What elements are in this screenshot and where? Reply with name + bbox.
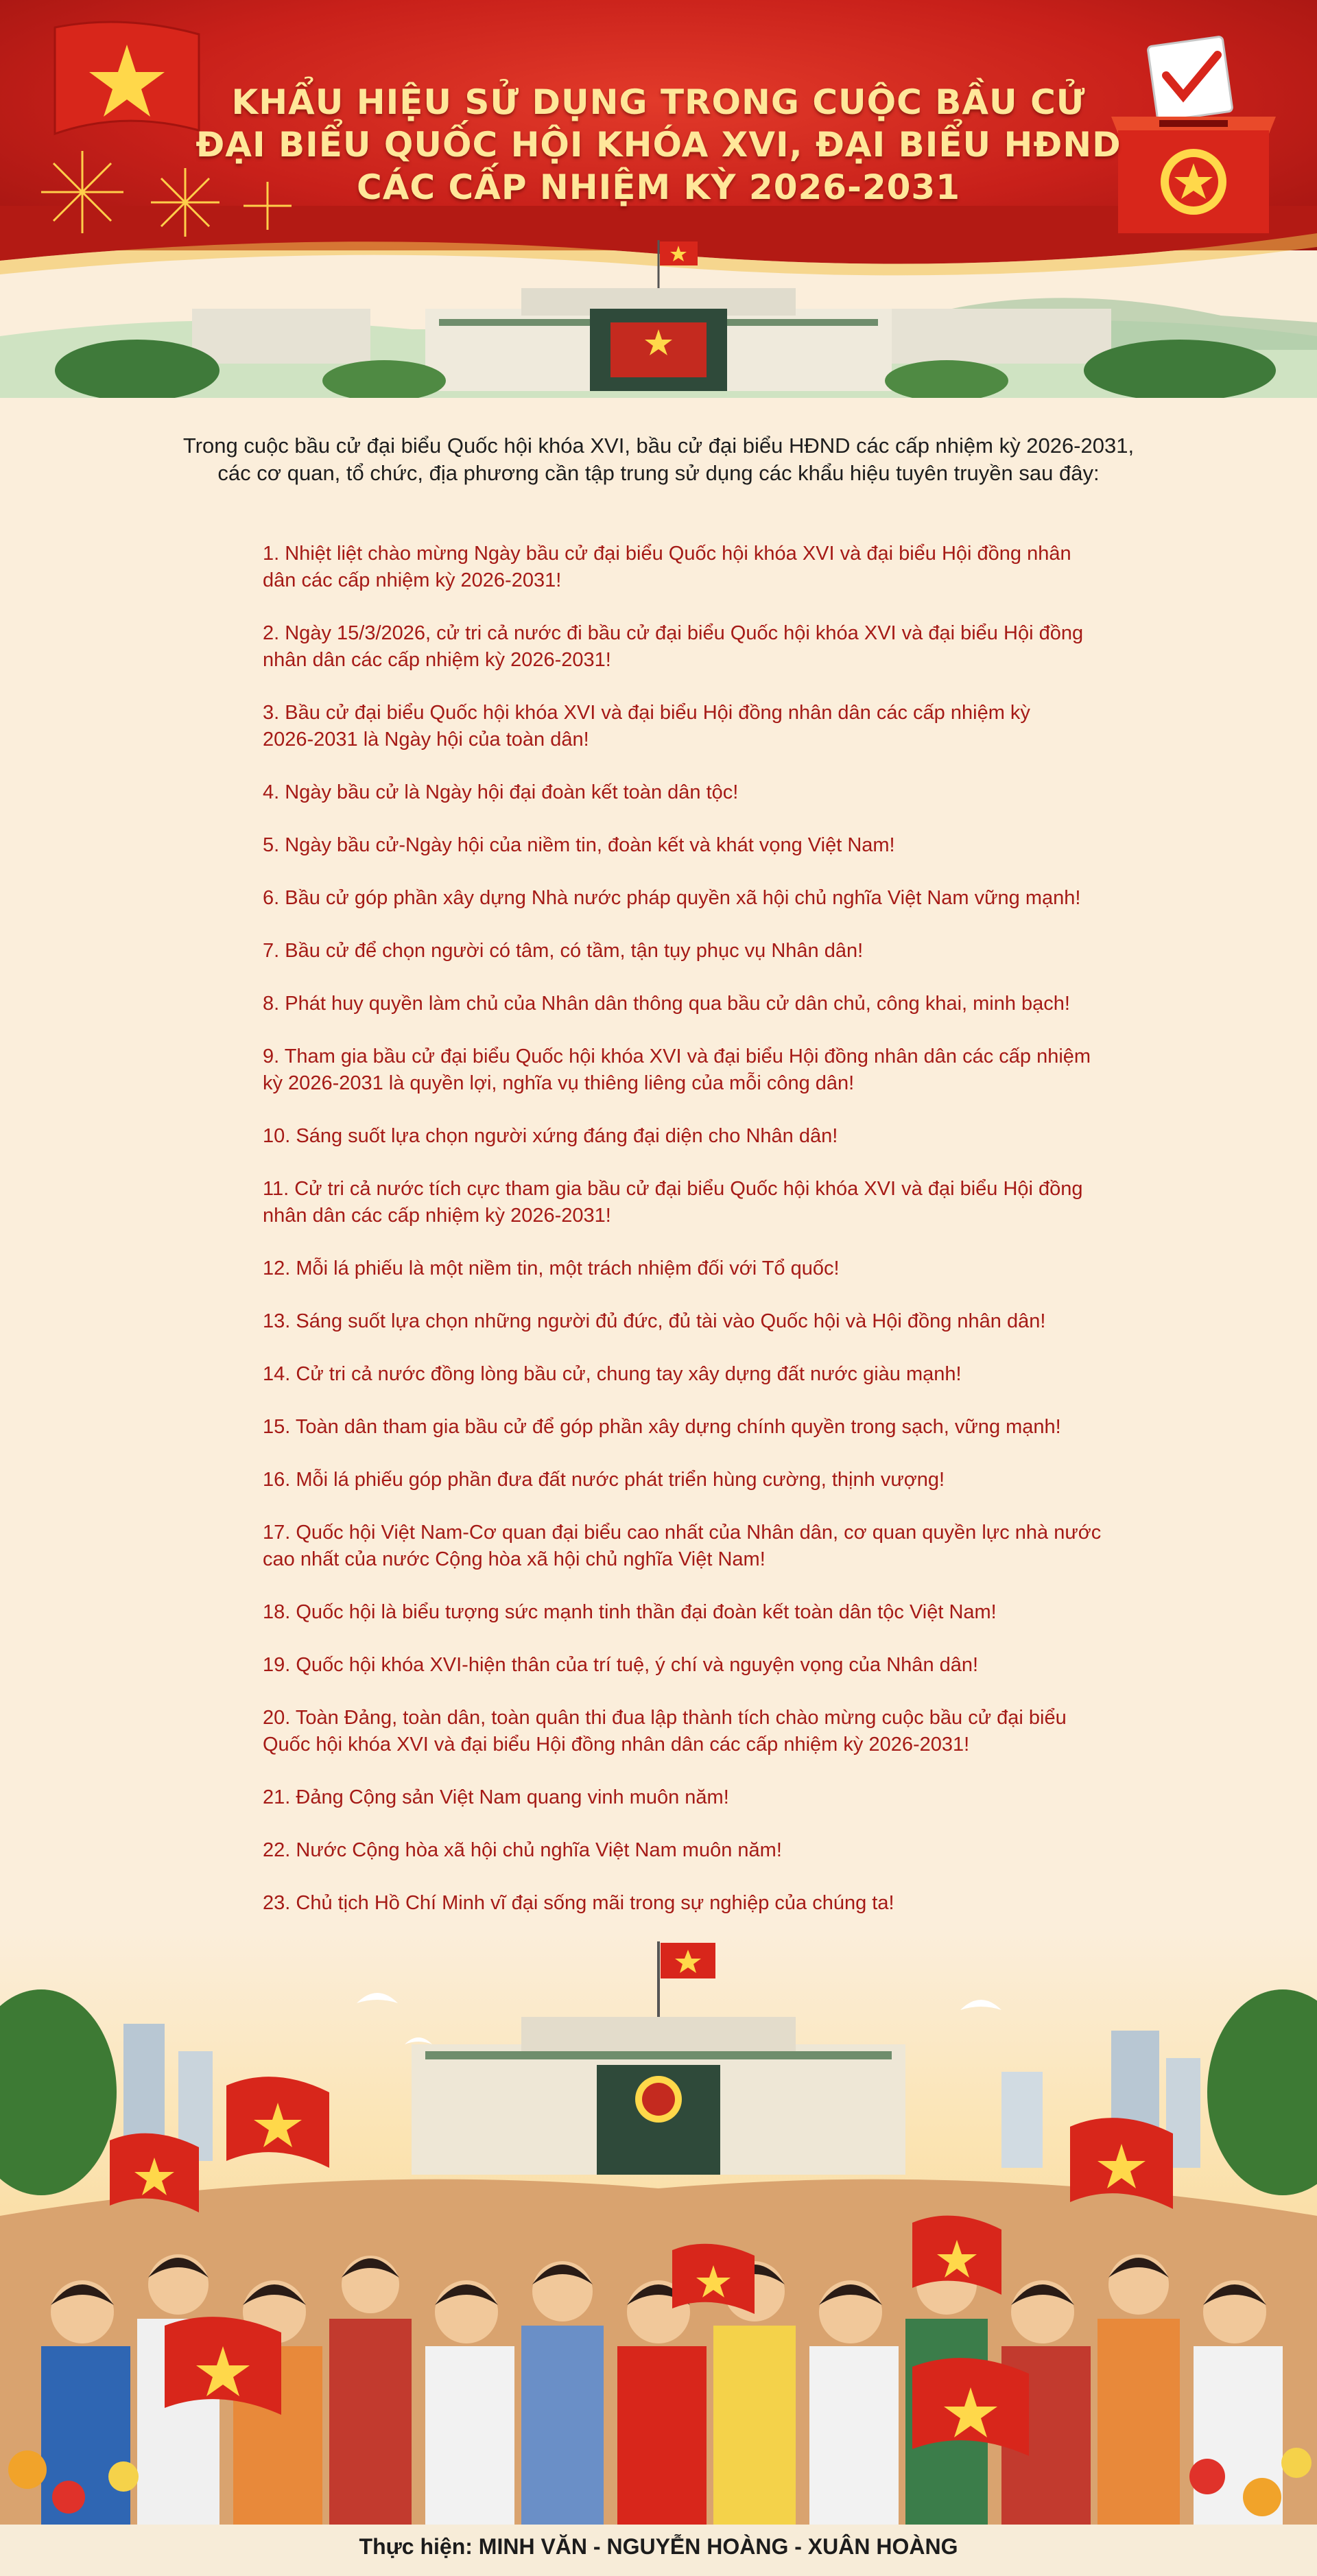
slogan-line-1: 17. Quốc hội Việt Nam-Cơ quan đại biểu cao nhất của Nhân dân, cơ quan quyền lực nhà nước (263, 1522, 1102, 1544)
slogan-item (263, 1837, 1141, 1864)
title-line-2: ĐẠI BIỂU QUỐC HỘI KHÓA XVI, ĐẠI BIỂU HĐND (195, 125, 1122, 165)
slogan-line-1: 14. Cử tri cả nước đồng lòng bầu cử, chung tay xây dựng đất nước giàu mạnh! (263, 1363, 962, 1385)
title-line-3: CÁC CẤP NHIỆM KỲ 2026-2031 (357, 167, 960, 207)
slogan-line-1: 16. Mỗi lá phiếu góp phần đưa đất nước phát triển hùng cường, thịnh vượng! (263, 1469, 945, 1491)
slogan-line-1: 11. Cử tri cả nước tích cực tham gia bầu cử đại biểu Quốc hội khóa XVI và đại biểu Hội đồng (263, 1178, 1083, 1200)
slogan-item (263, 1652, 1141, 1679)
slogan-line-2: kỳ 2026-2031 là quyền lợi, nghĩa vụ thiêng liêng của mỗi công dân! (263, 1072, 855, 1094)
slogan-line-1: 7. Bầu cử để chọn người có tâm, có tầm, tận tụy phục vụ Nhân dân! (263, 940, 864, 962)
slogan-line-1: 19. Quốc hội khóa XVI-hiện thân của trí tuệ, ý chí và nguyện vọng của Nhân dân! (263, 1654, 979, 1676)
intro-line-1: Trong cuộc bầu cử đại biểu Quốc hội khóa XVI, bầu cử đại biểu HĐND các cấp nhiệm kỳ 2026-2031, (182, 434, 1135, 458)
slogan-item (263, 1361, 1141, 1388)
slogan-item (263, 1890, 1141, 1917)
slogan-line-1: 5. Ngày bầu cử-Ngày hội của niềm tin, đoàn kết và khát vọng Việt Nam! (263, 834, 895, 856)
slogan-line-1: 10. Sáng suốt lựa chọn người xứng đáng đại diện cho Nhân dân! (263, 1125, 838, 1147)
slogan-line-1: 12. Mỗi lá phiếu là một niềm tin, một trách nhiệm đối với Tổ quốc! (263, 1257, 840, 1279)
slogan-line-1: 8. Phát huy quyền làm chủ của Nhân dân thông qua bầu cử dân chủ, công khai, minh bạch! (263, 993, 1070, 1015)
slogan-item (263, 541, 1141, 594)
slogan-line-2: 2026-2031 là Ngày hội của toàn dân! (263, 729, 589, 751)
slogan-item (263, 938, 1141, 965)
slogan-line-1: 22. Nước Cộng hòa xã hội chủ nghĩa Việt Nam muôn năm! (263, 1839, 782, 1861)
assembly-building-icon (0, 233, 1317, 412)
slogan-item (263, 1784, 1141, 1811)
slogan-item (263, 779, 1141, 806)
slogan-item (263, 885, 1141, 912)
intro-line-2: các cơ quan, tổ chức, địa phương cần tập trung sử dụng các khẩu hiệu tuyên truyền sau đây: (217, 461, 1100, 485)
slogan-line-1: 20. Toàn Đảng, toàn dân, toàn quân thi đua lập thành tích chào mừng cuộc bầu cử đại biểu (263, 1707, 1067, 1729)
slogan-item (263, 1520, 1141, 1573)
slogan-line-2: dân các cấp nhiệm kỳ 2026-2031! (263, 569, 562, 591)
page-title (178, 81, 1139, 209)
slogan-line-1: 9. Tham gia bầu cử đại biểu Quốc hội khóa XVI và đại biểu Hội đồng nhân dân các cấp nhiệm (263, 1045, 1091, 1067)
slogan-line-1: 3. Bầu cử đại biểu Quốc hội khóa XVI và đại biểu Hội đồng nhân dân các cấp nhiệm kỳ (263, 702, 1030, 724)
slogan-item (263, 1176, 1141, 1229)
slogan-item (263, 1255, 1141, 1282)
slogan-line-1: 23. Chủ tịch Hồ Chí Minh vĩ đại sống mãi trong sự nghiệp của chúng ta! (263, 1892, 894, 1914)
slogan-line-1: 6. Bầu cử góp phần xây dựng Nhà nước pháp quyền xã hội chủ nghĩa Việt Nam vững mạnh! (263, 887, 1081, 909)
credit-text: Thực hiện: MINH VĂN - NGUYỄN HOÀNG - XUÂN HOÀNG (359, 2534, 958, 2559)
slogan-line-1: 15. Toàn dân tham gia bầu cử để góp phần xây dựng chính quyền trong sạch, vững mạnh! (263, 1416, 1061, 1438)
slogan-line-2: nhân dân các cấp nhiệm kỳ 2026-2031! (263, 649, 611, 671)
slogan-line-2: Quốc hội khóa XVI và đại biểu Hội đồng nhân dân các cấp nhiệm kỳ 2026-2031! (263, 1734, 970, 1756)
slogan-item (263, 832, 1141, 859)
header (0, 0, 1317, 425)
slogan-item (263, 1599, 1141, 1626)
slogan-item (263, 700, 1141, 753)
slogan-line-1: 18. Quốc hội là biểu tượng sức mạnh tinh thần đại đoàn kết toàn dân tộc Việt Nam! (263, 1601, 997, 1623)
slogan-item (263, 1467, 1141, 1493)
intro-text (178, 432, 1139, 487)
slogan-line-1: 21. Đảng Cộng sản Việt Nam quang vinh muôn năm! (263, 1786, 729, 1808)
slogan-item (263, 1043, 1141, 1097)
slogan-line-1: 4. Ngày bầu cử là Ngày hội đại đoàn kết toàn dân tộc! (263, 781, 739, 803)
slogan-item (263, 1308, 1141, 1335)
slogan-line-1: 2. Ngày 15/3/2026, cử tri cả nước đi bầu cử đại biểu Quốc hội khóa XVI và đại biểu Hội đồng (263, 622, 1084, 644)
slogan-line-2: cao nhất của nước Cộng hòa xã hội chủ nghĩa Việt Nam! (263, 1548, 766, 1570)
slogan-line-1: 1. Nhiệt liệt chào mừng Ngày bầu cử đại biểu Quốc hội khóa XVI và đại biểu Hội đồng nhân (263, 543, 1071, 565)
slogan-line-2: nhân dân các cấp nhiệm kỳ 2026-2031! (263, 1205, 611, 1227)
slogan-item (263, 991, 1141, 1017)
title-line-1: KHẨU HIỆU SỬ DỤNG TRONG CUỘC BẦU CỬ (231, 82, 1086, 122)
slogan-item (263, 1705, 1141, 1758)
slogan-item (263, 1414, 1141, 1441)
slogan-item (263, 620, 1141, 674)
celebration-illustration (0, 1928, 1317, 2531)
slogan-line-1: 13. Sáng suốt lựa chọn những người đủ đức, đủ tài vào Quốc hội và Hội đồng nhân dân! (263, 1310, 1046, 1332)
slogan-item (263, 1123, 1141, 1150)
